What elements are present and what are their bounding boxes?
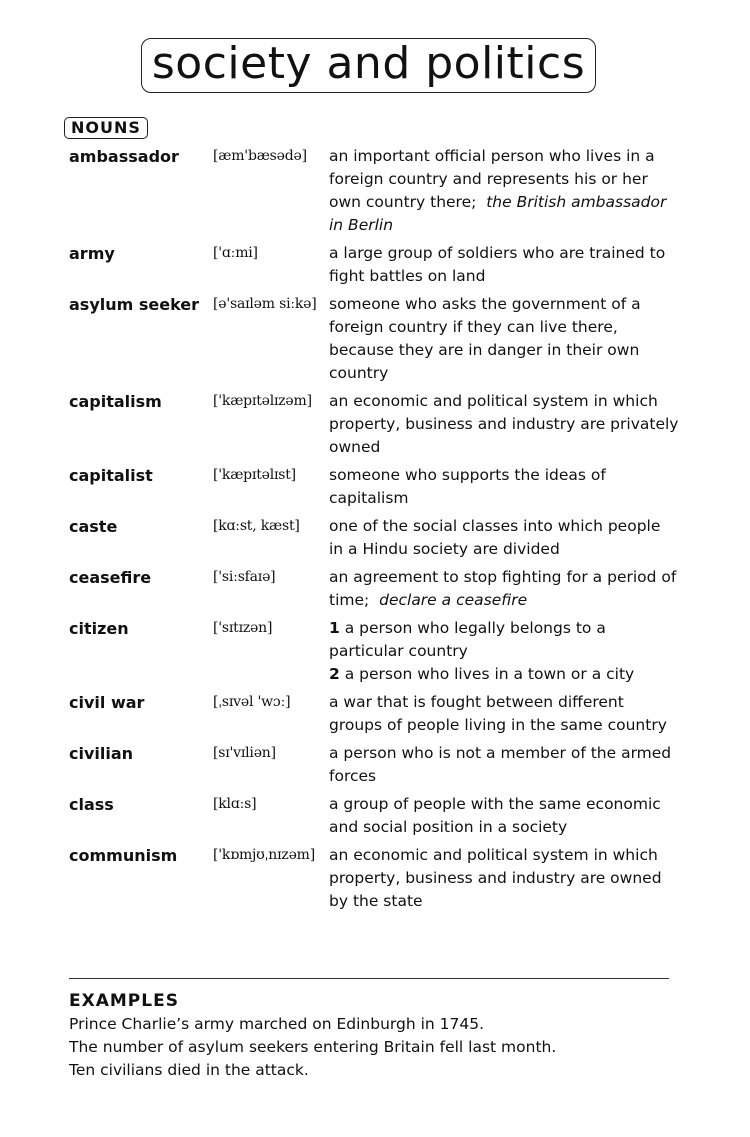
definition-text: an important official person who lives in a foreign country and represents his or her own country there; [329, 147, 655, 211]
entry-word: ceasefire [69, 568, 152, 587]
entry-word: capitalist [69, 466, 153, 485]
entry-definition: an economic and political system in which property, business and industry are owned by the state [329, 846, 662, 910]
entry-pronunciation: ['kæpɪtəlɪst] [213, 467, 296, 483]
entry-word: civil war [69, 693, 145, 712]
entry-word: caste [69, 517, 118, 536]
entry-capitalism [69, 390, 679, 459]
example-sentence: The number of asylum seekers entering Britain fell last month. [69, 1038, 557, 1056]
entry-pronunciation: [kɑːst, kæst] [213, 518, 300, 534]
usage-example: the British ambassador in Berlin [329, 193, 667, 234]
entry-pronunciation: [sɪ'vɪliən] [213, 745, 276, 761]
page-title: society and politics [151, 37, 586, 89]
definition-text: an agreement to stop fighting for a period of time; [329, 568, 677, 609]
entry-definition: someone who supports the ideas of capitalism [329, 466, 606, 507]
entry-definition: a group of people with the same economic and social position in a society [329, 795, 661, 836]
entry-word: class [69, 795, 114, 814]
entry-pronunciation: ['kɒmjʊˌnɪzəm] [213, 847, 315, 863]
entry-word: asylum seeker [69, 295, 200, 314]
sense-number: 1 [329, 619, 340, 637]
entry-definition: a person who is not a member of the armed forces [329, 744, 672, 785]
usage-example: declare a ceasefire [379, 591, 528, 609]
entry-definition [329, 566, 679, 612]
entry-pronunciation: [klɑːs] [213, 796, 257, 812]
entry-army [69, 242, 679, 288]
examples-heading: EXAMPLES [69, 991, 179, 1011]
entry-class [69, 793, 679, 839]
examples-section [69, 990, 689, 1082]
entry-definition: an economic and political system in which property, business and industry are privately owned [329, 392, 679, 456]
entry-ceasefire [69, 566, 679, 612]
entry-pronunciation: ['kæpɪtəlɪzəm] [213, 393, 312, 409]
entry-definition: one of the social classes into which people in a Hindu society are divided [329, 517, 661, 558]
entry-citizen [69, 617, 679, 686]
entry-word: ambassador [69, 147, 179, 166]
entry-capitalist [69, 464, 679, 510]
entry-word: citizen [69, 619, 129, 638]
entry-definition [329, 617, 679, 686]
entry-civilian [69, 742, 679, 788]
entry-pronunciation: ['ɑːmi] [213, 245, 258, 261]
entry-word: civilian [69, 744, 134, 763]
entry-civil-war [69, 691, 679, 737]
entry-pronunciation: [ə'saɪləm siːkə] [213, 296, 317, 312]
entry-pronunciation: [ˌsɪvəl 'wɔː] [213, 694, 291, 710]
sense-text: a person who legally belongs to a particular country [329, 619, 606, 660]
sense-2 [329, 663, 679, 686]
entry-pronunciation: [æm'bæsədə] [213, 148, 307, 164]
sense-1 [329, 617, 679, 663]
sense-number: 2 [329, 665, 340, 683]
entry-communism [69, 844, 679, 913]
entry-list [69, 145, 679, 918]
entry-definition: a large group of soldiers who are trained to fight battles on land [329, 244, 666, 285]
entry-definition: someone who asks the government of a foreign country if they can live there, because they are in danger in their own country [329, 295, 641, 382]
entry-word: communism [69, 846, 178, 865]
entry-word: army [69, 244, 115, 263]
entry-definition [329, 145, 679, 237]
title-box [141, 38, 596, 93]
entry-caste [69, 515, 679, 561]
section-label-nouns: NOUNS [64, 117, 148, 139]
entry-definition: a war that is fought between different groups of people living in the same country [329, 693, 667, 734]
entry-pronunciation: ['sɪtɪzən] [213, 620, 273, 636]
entry-word: capitalism [69, 392, 162, 411]
example-sentence: Prince Charlie’s army marched on Edinburgh in 1745. [69, 1015, 485, 1033]
sense-text: a person who lives in a town or a city [344, 665, 635, 683]
section-divider [69, 978, 669, 979]
entry-pronunciation: ['siːsfaɪə] [213, 569, 276, 585]
entry-ambassador [69, 145, 679, 237]
example-sentence: Ten civilians died in the attack. [69, 1061, 309, 1079]
entry-asylum-seeker [69, 293, 679, 385]
